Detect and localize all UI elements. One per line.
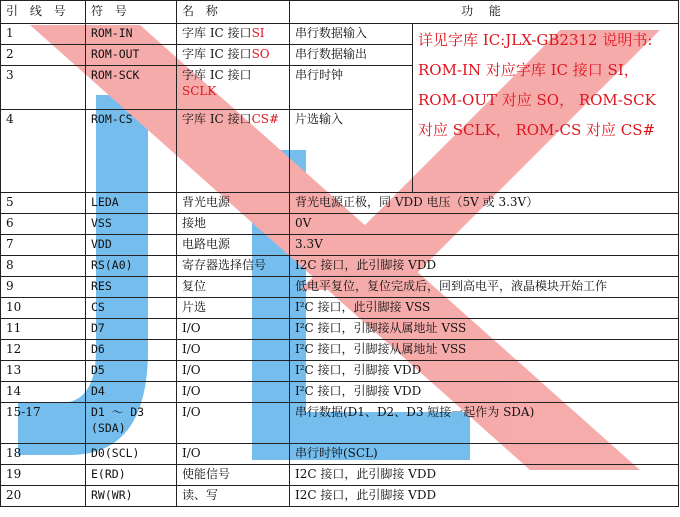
table-row [1,382,679,403]
name-cell: 接地 [177,214,290,235]
header-name: 名 称 [177,1,290,24]
name-cell: I/O [177,340,290,361]
table-row [1,444,679,465]
header-pin: 引 线 号 [1,1,86,24]
name-cell: 复位 [177,277,290,298]
symbol-cell: LEDA [86,193,177,214]
pin-cell: 9 [1,277,86,298]
name-cell: I/O [177,444,290,465]
pin-cell: 18 [1,444,86,465]
symbol-cell: VSS [86,214,177,235]
pin-cell: 6 [1,214,86,235]
function-cell: 串行数据输出 [290,45,413,66]
table-row [1,486,679,507]
symbol-cell: D1 ～ D3 (SDA) [86,403,177,444]
symbol-cell: ROM-OUT [86,45,177,66]
symbol-cell: D5 [86,361,177,382]
table-row [1,298,679,319]
name-cell: I/O [177,403,290,444]
name-cell: I/O [177,319,290,340]
symbol-cell: ROM-SCK [86,66,177,110]
name-cell: I/O [177,382,290,403]
pin-cell: 12 [1,340,86,361]
pin-cell: 11 [1,319,86,340]
pin-cell: 2 [1,45,86,66]
function-cell: 背光电源正极，同 VDD 电压（5V 或 3.3V） [290,193,679,214]
symbol-cell: RW(WR) [86,486,177,507]
table-row [1,319,679,340]
header-function: 功 能 [290,1,679,24]
name-cell: 字库 IC 接口 SCLK [177,66,290,110]
header-symbol: 符 号 [86,1,177,24]
rom-note: 详见字库 IC:JLX-GB2312 说明书: ROM-IN 对应字库 IC 接口 SI，ROM-OUT 对应 SO， ROM-SCK 对应 SCLK， ROM-CS 对应 CS# [413,24,679,193]
symbol-cell: D0(SCL) [86,444,177,465]
table-row [1,256,679,277]
symbol-cell: E(RD) [86,465,177,486]
function-cell: 0V [290,214,679,235]
function-cell: I²C 接口，引脚接从属地址 VSS [290,340,679,361]
function-cell: 串行数据输入 [290,24,413,45]
pin-cell: 20 [1,486,86,507]
symbol-cell: ROM-IN [86,24,177,45]
symbol-cell: VDD [86,235,177,256]
function-cell: 片选输入 [290,110,413,193]
table-row [1,465,679,486]
function-cell: I²C 接口，引脚接从属地址 VSS [290,319,679,340]
name-cell: 背光电源 [177,193,290,214]
pin-cell: 10 [1,298,86,319]
name-cell: 片选 [177,298,290,319]
name-cell: 电路电源 [177,235,290,256]
symbol-cell: RES [86,277,177,298]
function-cell: I2C 接口，此引脚接 VDD [290,256,679,277]
function-cell: I2C 接口，此引脚接 VDD [290,465,679,486]
symbol-cell: D4 [86,382,177,403]
symbol-cell: D6 [86,340,177,361]
pin-cell: 15-17 [1,403,86,444]
pin-cell: 4 [1,110,86,193]
pin-cell: 14 [1,382,86,403]
function-cell: I²C 接口，引脚接 VDD [290,382,679,403]
table-row [1,361,679,382]
function-cell: I2C 接口，此引脚接 VDD [290,486,679,507]
symbol-cell: ROM-CS [86,110,177,193]
table-row [1,277,679,298]
pin-cell: 13 [1,361,86,382]
pin-cell: 5 [1,193,86,214]
name-cell: 字库 IC 接口SI [177,24,290,45]
function-cell: I²C 接口，引脚接 VDD [290,361,679,382]
function-cell: I²C 接口，此引脚接 VSS [290,298,679,319]
symbol-cell: D7 [86,319,177,340]
table-row [1,214,679,235]
pin-cell: 1 [1,24,86,45]
symbol-cell: RS(A0) [86,256,177,277]
table-row [1,235,679,256]
pin-cell: 7 [1,235,86,256]
symbol-cell: CS [86,298,177,319]
table-row [1,403,679,444]
function-cell: 串行数据(D1、D2、D3 短接一起作为 SDA) [290,403,679,444]
table-row [1,24,679,45]
name-cell: 寄存器选择信号 [177,256,290,277]
function-cell: 低电平复位，复位完成后，回到高电平，液晶模块开始工作 [290,277,679,298]
name-cell: 使能信号 [177,465,290,486]
table-row [1,193,679,214]
pin-cell: 19 [1,465,86,486]
name-cell: 读、写 [177,486,290,507]
function-cell: 串行时钟 [290,66,413,110]
name-cell: 字库 IC 接口CS# [177,110,290,193]
function-cell: 3.3V [290,235,679,256]
table-row [1,340,679,361]
pin-cell: 3 [1,66,86,110]
name-cell: 字库 IC 接口SO [177,45,290,66]
function-cell: 串行时钟(SCL) [290,444,679,465]
header-row [1,1,679,24]
name-cell: I/O [177,361,290,382]
pin-cell: 8 [1,256,86,277]
